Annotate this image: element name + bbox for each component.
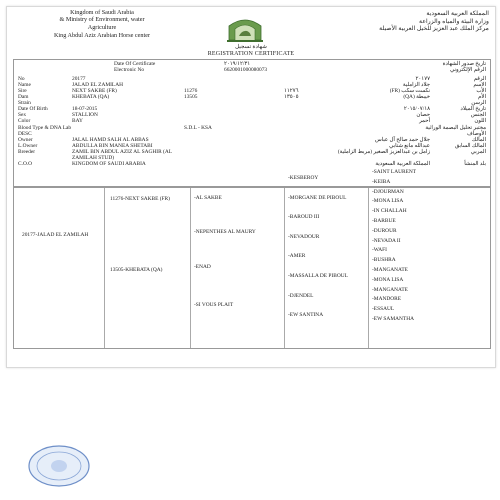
pedigree-gen5: -BUSHRA bbox=[372, 257, 396, 264]
info-label: Sire bbox=[18, 88, 27, 94]
horse-info-panel bbox=[13, 59, 491, 187]
certificate-title-arabic: شهادة تسجيل bbox=[235, 44, 267, 50]
pedigree-grandparent: -AL SAKBE bbox=[194, 195, 222, 201]
pedigree-gen4: -MASSALLA DE PIBOUL bbox=[288, 273, 348, 279]
pedigree-gen5: -MANGANATE bbox=[372, 267, 408, 273]
pedigree-gen5: -BARBUE bbox=[372, 218, 396, 224]
pedigree-gen5: -IN CHALLAH bbox=[372, 208, 407, 215]
pedigree-gen5: -MONA LISA bbox=[372, 198, 404, 205]
info-label-ar: الجنس bbox=[470, 112, 486, 118]
info-label: Blood Type & DNA Lab bbox=[18, 125, 72, 131]
official-stamp-icon bbox=[26, 444, 92, 488]
info-label: Dam bbox=[18, 94, 29, 100]
info-number-ar: ١١٢٧٦ bbox=[284, 88, 299, 94]
info-row bbox=[14, 119, 490, 125]
pedigree-gen5: -NEVADA II bbox=[372, 237, 401, 244]
pedigree-table bbox=[13, 169, 491, 349]
info-label-ar: المالك bbox=[471, 137, 486, 143]
info-value-ar: زامل بن عبدالعزيز الصغير (مربط الزاملية) bbox=[337, 149, 430, 155]
pedigree-gen5: -WAFI bbox=[372, 247, 387, 254]
electronic-label-ar: الرقم الإلكتروني bbox=[449, 67, 486, 73]
info-label: Sex bbox=[18, 112, 27, 118]
date-label-ar: تاريخ صدور الشهادة bbox=[442, 61, 486, 67]
info-value: JALAD EL ZAMILAH bbox=[72, 82, 124, 88]
info-value: ZAMIL BIN ABDUL AZIZ AL SAGHIR (AL ZAMILAH STUD) bbox=[72, 149, 172, 161]
info-label: L.Owner bbox=[18, 143, 38, 149]
info-row bbox=[14, 162, 490, 168]
info-value: ABDULLA BIN MANEA SHETABI bbox=[72, 143, 153, 149]
pedigree-gen5: -EW SAMANTHA bbox=[372, 316, 414, 322]
info-number: 13505 bbox=[184, 94, 198, 100]
info-value: STALLION bbox=[72, 112, 98, 118]
pedigree-gen5: -DJOURMAN bbox=[372, 188, 404, 195]
info-value-ar: أحمر bbox=[419, 118, 430, 124]
pedigree-gen4: -AMER bbox=[288, 253, 306, 260]
pedigree-grandparent: -NEPENTHES AL MAURY bbox=[194, 229, 256, 235]
header-ar-line: مركز الملك عبد العزيز للخيل العربية الأصيلة bbox=[379, 25, 489, 33]
info-label-ar: الرسن bbox=[471, 100, 486, 106]
date-value: ٢٠١٩/١٢/٣١ bbox=[224, 61, 251, 67]
pedigree-gen4: -BAROUD III bbox=[288, 214, 320, 221]
info-label: Strain bbox=[18, 100, 31, 106]
info-label-ar: الأوصاف bbox=[467, 131, 486, 137]
header-en-line: & Ministry of Environment, water bbox=[59, 16, 145, 24]
info-label: Name bbox=[18, 82, 31, 88]
pedigree-dam: 13505-KHEBATA (QA) bbox=[110, 267, 163, 273]
pedigree-grandparent: -SI VOUS PLAIT bbox=[194, 302, 234, 308]
info-value-ar: نكست سكب (FR) bbox=[389, 88, 430, 94]
header-en-line: King Abdul Aziz Arabian Horse center bbox=[53, 32, 151, 40]
date-label: Date Of Certificate bbox=[114, 61, 156, 67]
info-value-ar: حصان bbox=[416, 112, 430, 118]
pedigree-gen4: -KESBEROY bbox=[288, 175, 319, 181]
info-value: JALAL HAMD SALH AL ABBAS bbox=[72, 137, 149, 143]
header-arabic bbox=[299, 10, 489, 33]
pedigree-horse: 20177-JALAD EL ZAMILAH bbox=[22, 232, 89, 238]
center-logo-icon bbox=[217, 10, 273, 44]
pedigree-divider bbox=[104, 188, 105, 348]
info-value-ar: عبدالله مانع شتابي bbox=[389, 143, 430, 149]
info-value-ar: جلال حمد صالح آل عباس bbox=[375, 137, 430, 143]
info-value: KHEBATA (QA) bbox=[72, 94, 110, 100]
electronic-row bbox=[14, 68, 490, 74]
header-ar-line: وزارة البيئة والمياه والزراعة bbox=[419, 17, 489, 25]
pedigree-grandparent: -ENAD bbox=[194, 264, 211, 270]
info-row bbox=[14, 149, 490, 161]
pedigree-gen4: -NEVADOUR bbox=[288, 233, 320, 240]
info-value: 18-07-2015 bbox=[72, 106, 98, 112]
pedigree-gen4: -DJENDEL bbox=[288, 292, 314, 299]
info-label-ar: مختبر تحليل البصمة الوراثية bbox=[425, 125, 486, 131]
pedigree-gen5: -ESSAUL bbox=[372, 306, 395, 313]
pedigree-gen4: -MORGANE DE PIBOUL bbox=[288, 194, 347, 201]
pedigree-gen5: -KEIBA bbox=[372, 178, 391, 185]
info-number: 11276 bbox=[184, 88, 198, 94]
electronic-label: Electronic No bbox=[114, 67, 145, 73]
certificate-page bbox=[6, 6, 496, 368]
pedigree-divider bbox=[368, 188, 369, 348]
info-value-ar: ٢٠١٥/٠٧/١٨ bbox=[403, 106, 430, 112]
pedigree-gen4: -EW SANTINA bbox=[288, 312, 324, 319]
info-value-ar: المملكة العربية السعودية bbox=[375, 161, 430, 167]
info-row bbox=[14, 95, 490, 101]
pedigree-gen5: -MANGANATE bbox=[372, 286, 408, 293]
info-label-ar: المالك السابق bbox=[454, 143, 486, 149]
info-label-ar: تاريخ الميلاد bbox=[460, 106, 486, 112]
info-label-ar: المربي bbox=[470, 149, 486, 155]
header-en-line: Agriculture bbox=[87, 23, 117, 31]
electronic-value: 6620001000080073 bbox=[224, 67, 268, 73]
info-label-ar: الأم bbox=[478, 94, 486, 100]
pedigree-sire: 11276-NEXT SAKBE (FR) bbox=[110, 196, 170, 202]
info-label: Color bbox=[18, 118, 31, 124]
info-label: No bbox=[18, 76, 25, 82]
info-label: C.O.O bbox=[18, 161, 33, 167]
info-label-ar: الأب bbox=[476, 88, 486, 94]
header-english bbox=[7, 9, 197, 40]
certificate-title: REGISTRATION CERTIFICATE bbox=[207, 51, 295, 57]
info-label: Breeder bbox=[18, 149, 36, 155]
info-label: DESC bbox=[18, 131, 32, 137]
header-en-line: Kingdom of Saudi Arabia bbox=[70, 9, 134, 16]
info-number: S.D.L - KSA bbox=[184, 125, 212, 131]
pedigree-gen5: -SAINT LAURENT bbox=[372, 169, 417, 175]
pedigree-gen5: -MANDORE bbox=[372, 296, 402, 303]
info-number-ar: ١٣٥٠٥ bbox=[284, 94, 299, 100]
info-label-ar: الرقم bbox=[473, 76, 486, 82]
info-value: 20177 bbox=[72, 76, 86, 82]
header-ar-line: المملكة العربية السعودية bbox=[426, 10, 489, 17]
info-row bbox=[14, 126, 490, 132]
info-value: BAY bbox=[72, 118, 83, 124]
pedigree-gen5: -MONA LISA bbox=[372, 276, 404, 283]
info-label: Owner bbox=[18, 137, 33, 143]
info-value-ar: خيبطة (QA) bbox=[403, 94, 430, 100]
pedigree-gen5: -DUROUR bbox=[372, 227, 397, 234]
info-label-ar: بلد المنشأ bbox=[464, 161, 486, 167]
info-value-ar: ٢٠١٧٧ bbox=[415, 76, 430, 82]
info-label-ar: اللون bbox=[474, 118, 486, 124]
pedigree-divider bbox=[190, 188, 191, 348]
info-value: NEXT SAKBE (FR) bbox=[72, 88, 117, 94]
pedigree-divider bbox=[284, 188, 285, 348]
info-value-ar: جلاد الزاملية bbox=[402, 82, 430, 88]
info-value: KINGDOM OF SAUDI ARABIA bbox=[72, 161, 146, 167]
info-label-ar: الاسم bbox=[473, 82, 486, 88]
info-label: Date Of Birth bbox=[18, 106, 48, 112]
